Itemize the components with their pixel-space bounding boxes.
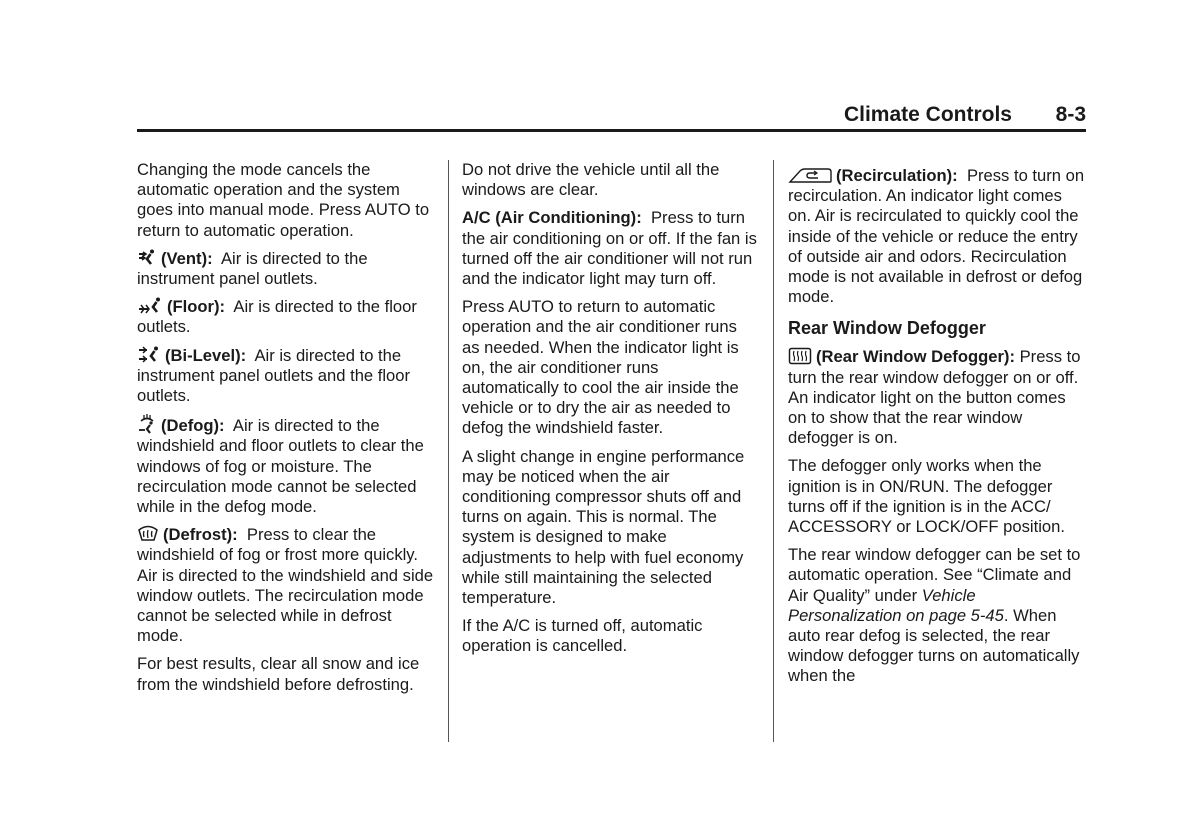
defog-label: (Defog): bbox=[161, 416, 225, 436]
vent-label: (Vent): bbox=[161, 248, 213, 268]
auto-paragraph: Press AUTO to return to automatic operation and the air conditioner runs as needed. When the indicator light is on, the air conditioner runs automatically to cool the air inside the vehicle or to dry the air as needed to defog the windshield faster. bbox=[462, 297, 739, 438]
page-header bbox=[137, 101, 1086, 131]
defrost-icon bbox=[137, 525, 159, 543]
engine-paragraph: A slight change in engine performance may be noticed when the air conditioning compressor shuts off and turns on again. This is normal. The system is designed to make adjustments to help with fuel economy while still maintaining the selected temperature. bbox=[462, 446, 745, 608]
no-drive-paragraph: Do not drive the vehicle until all the windows are clear. bbox=[462, 160, 720, 200]
rear-window-defogger-heading: Rear Window Defogger bbox=[788, 318, 986, 339]
recirculation-paragraph bbox=[788, 166, 1088, 307]
bilevel-label: (Bi-Level): bbox=[165, 345, 247, 365]
rear-defogger-icon bbox=[788, 347, 812, 365]
column-divider-2 bbox=[773, 160, 774, 742]
floor-label: (Floor): bbox=[167, 297, 226, 317]
ac-text: Press to turn the air conditioning on or off. If the fan is turned off the air conditioner will not run and the indicator light may turn off. bbox=[462, 208, 757, 289]
best-results-paragraph: For best results, clear all snow and ice from the windshield before defrosting. bbox=[137, 654, 420, 694]
floor-text: Air is directed to the floor outlets. bbox=[137, 297, 417, 337]
works-paragraph: The defogger only works when the ignition is in ON/RUN. The defogger turns off if the ignition is in the ACC/ ACCESSORY or LOCK/OFF position. bbox=[788, 456, 1065, 537]
vehicle-personalization-reference[interactable]: Vehicle Personalization on page 5-45 bbox=[788, 585, 1004, 625]
recirculation-icon bbox=[788, 168, 832, 184]
auto-defog-text-end: . When auto rear defog is selected, the rear window defogger turns on automatically when the bbox=[788, 605, 1080, 686]
ac-paragraph bbox=[462, 208, 758, 289]
header-rule bbox=[137, 129, 1086, 132]
auto-defog-text-start: The rear window defogger can be set to automatic operation. See “Climate and Air Quality” under bbox=[788, 545, 1081, 605]
defog-mode-icon bbox=[137, 414, 157, 434]
ac-off-paragraph: If the A/C is turned off, automatic operation is cancelled. bbox=[462, 616, 703, 656]
defog-text: Air is directed to the windshield and floor outlets to clear the windows of fog or moisture. The recirculation mode cannot be selected while in the defog mode. bbox=[137, 416, 424, 517]
column-divider-1 bbox=[448, 160, 449, 742]
vent-mode-icon bbox=[137, 249, 157, 267]
floor-paragraph bbox=[137, 297, 435, 337]
rear-defog-paragraph bbox=[788, 347, 1088, 448]
intro-paragraph: Changing the mode cancels the automatic operation and the system goes into manual mode. Press AUTO to return to automatic operation. bbox=[137, 160, 430, 240]
ac-label: A/C (Air Conditioning): bbox=[462, 208, 642, 228]
section-title: Climate Controls bbox=[843, 103, 1012, 126]
floor-mode-icon bbox=[137, 297, 163, 315]
page-number: 8-3 bbox=[1055, 103, 1086, 126]
defrost-label: (Defrost): bbox=[163, 525, 238, 545]
column-1 bbox=[137, 160, 435, 703]
recirculation-text: Press to turn on recirculation. An indicator light comes on. Air is recirculated to quickly cool the inside of the vehicle or reduce the entry of outside air and odors. Recirculation mode is not available in defrost or defog mode. bbox=[788, 166, 1085, 307]
defog-paragraph bbox=[137, 414, 435, 517]
vent-text: Air is directed to the instrument panel outlets. bbox=[137, 248, 368, 289]
bilevel-mode-icon bbox=[137, 346, 161, 364]
column-2 bbox=[462, 160, 758, 665]
defrost-text: Press to clear the windshield of fog or frost more quickly. Air is directed to the windshield and side window outlets. The recirculation mode cannot be selected while in defrost mode. bbox=[137, 525, 434, 646]
bilevel-paragraph bbox=[137, 346, 435, 407]
rear-defog-label: (Rear Window Defogger): bbox=[816, 347, 1015, 367]
defrost-paragraph bbox=[137, 525, 435, 646]
bilevel-text: Air is directed to the instrument panel outlets and the floor outlets. bbox=[137, 345, 411, 406]
recirculation-label: (Recirculation): bbox=[836, 166, 958, 185]
vent-paragraph bbox=[137, 249, 435, 289]
column-3 bbox=[788, 166, 1088, 695]
auto-defog-paragraph bbox=[788, 545, 1088, 686]
rear-defog-text: Press to turn the rear window defogger on or off. An indicator light on the button comes on to show that the rear window defogger is on. bbox=[788, 347, 1081, 448]
